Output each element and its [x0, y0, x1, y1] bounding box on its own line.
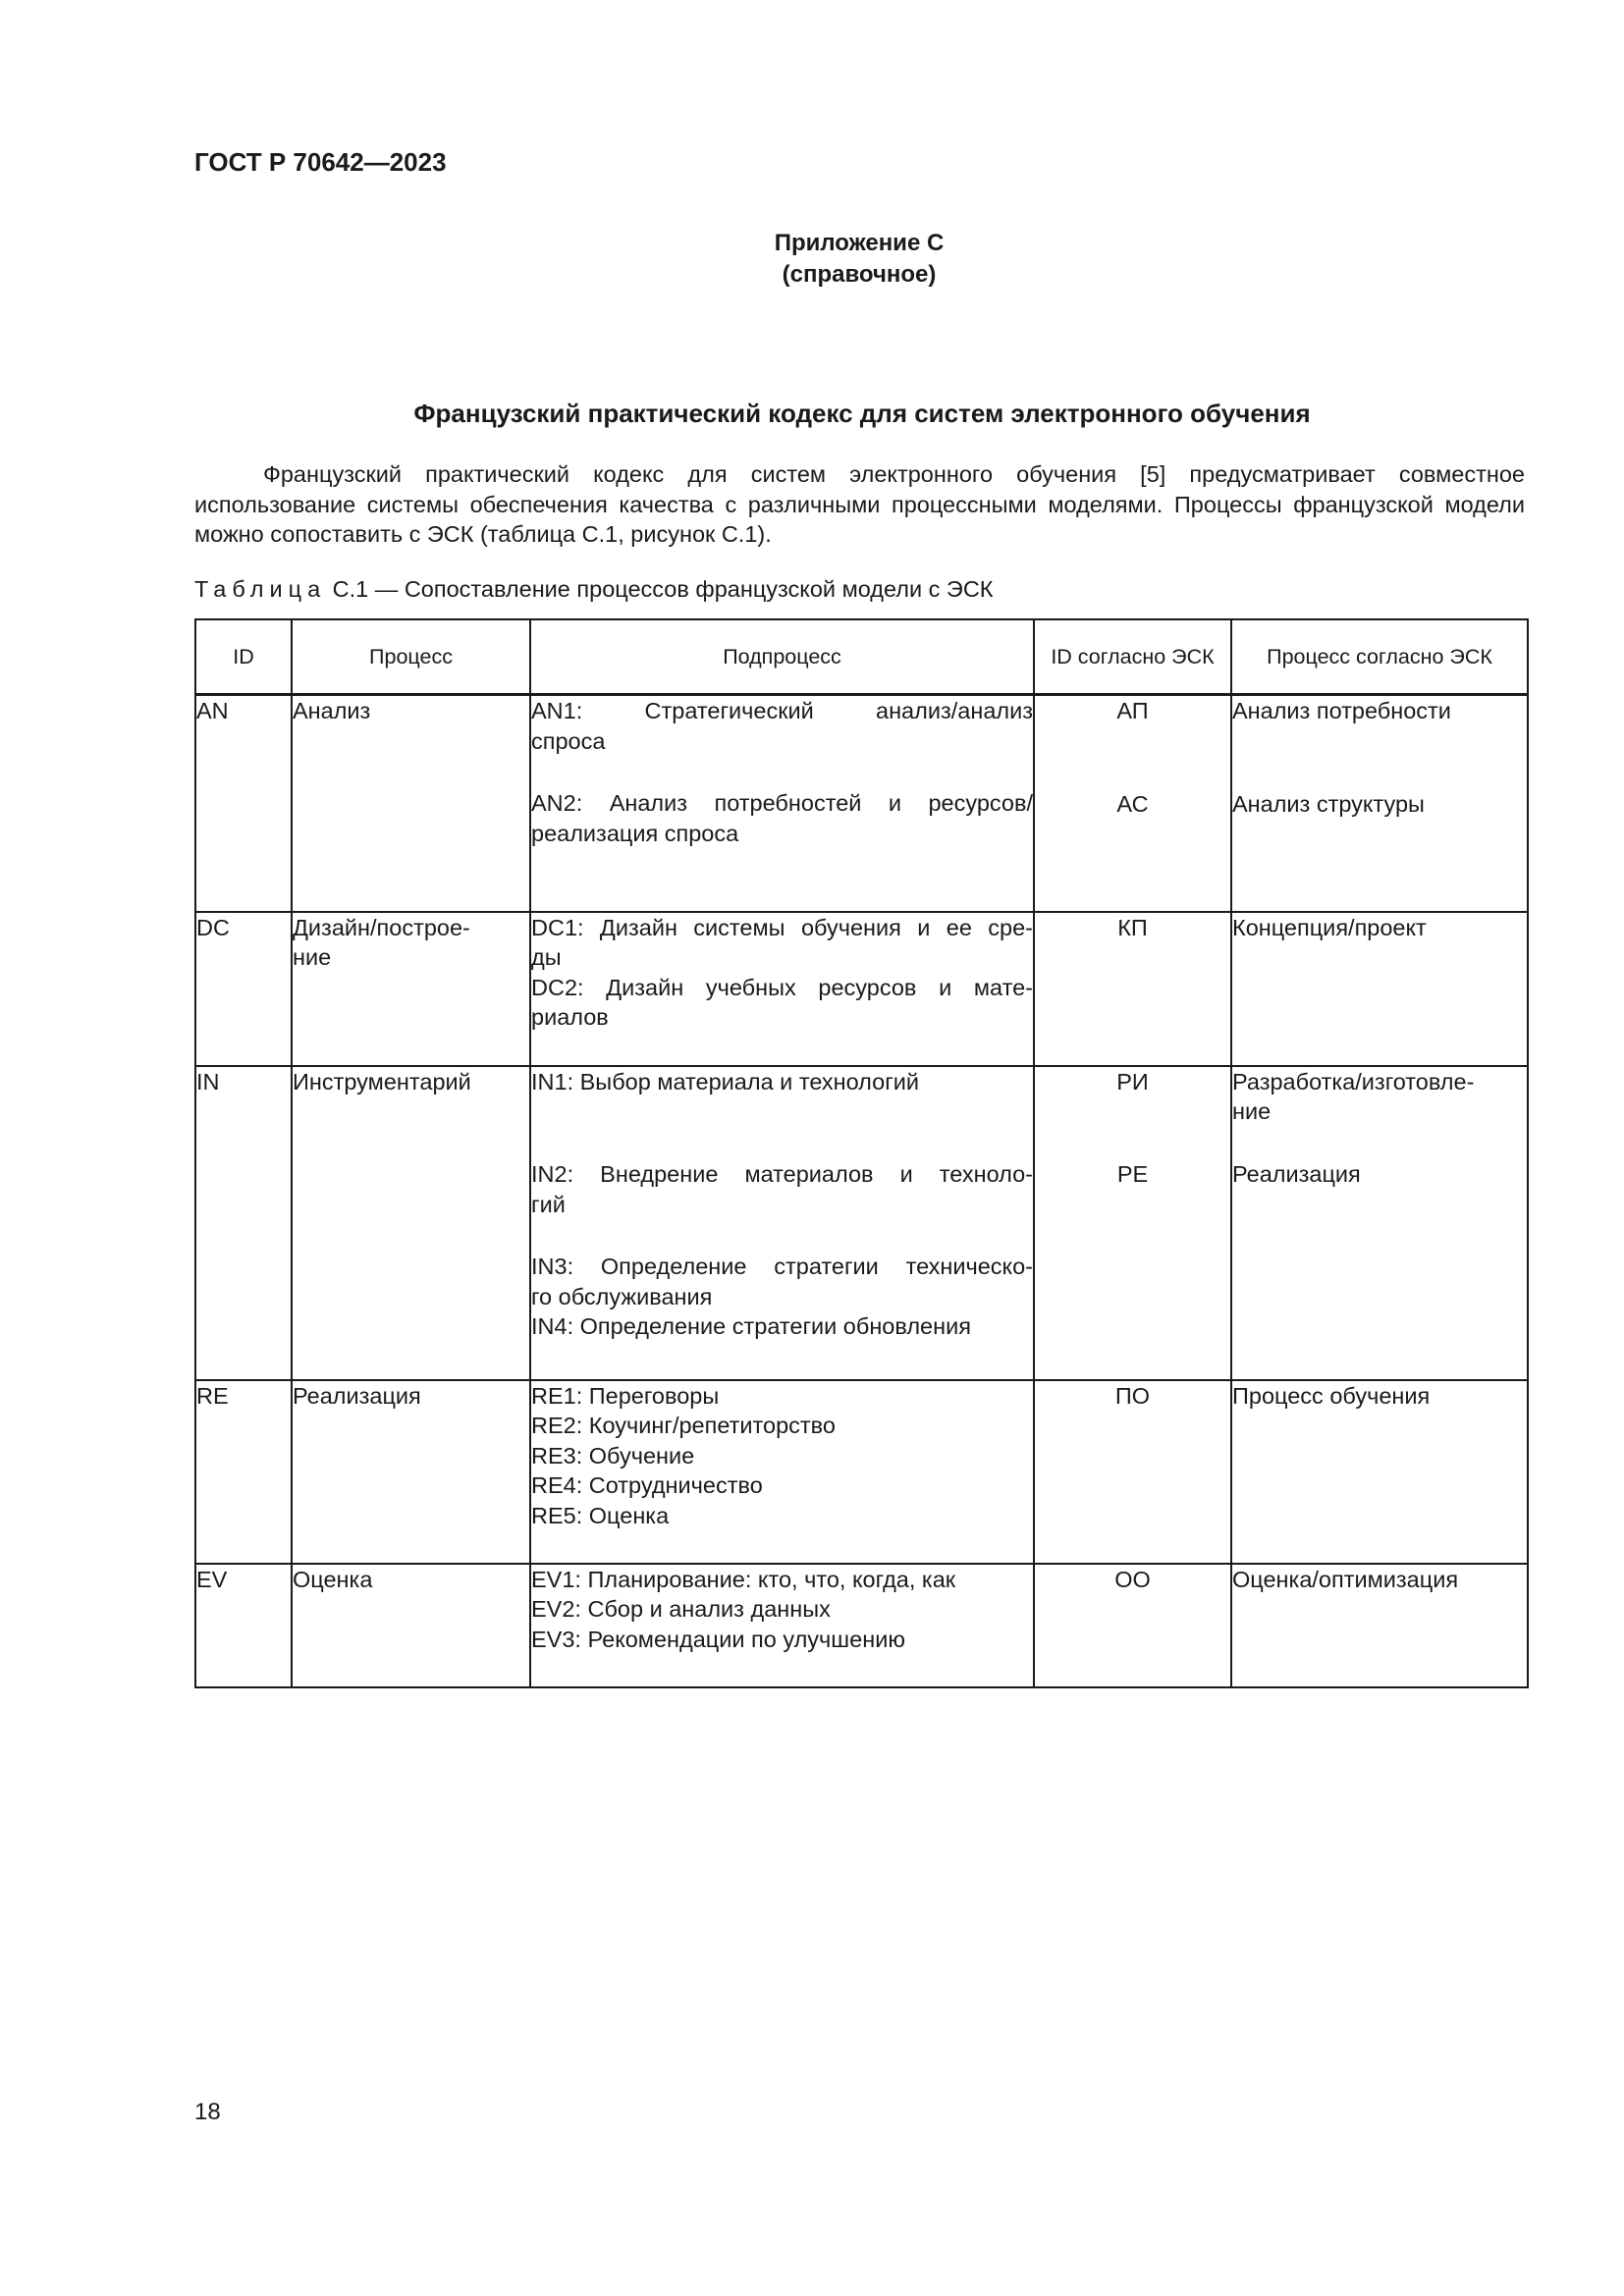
- table-row: [195, 1564, 1528, 1687]
- esk-process-line: ние: [1232, 1098, 1272, 1124]
- page-number: 18: [194, 2099, 221, 2125]
- esk-process: Анализ потребности: [1232, 698, 1451, 723]
- cell-subprocess: [530, 1066, 1034, 1380]
- subprocess-line: EV2: Сбор и анализ данных: [531, 1596, 831, 1622]
- esk-process: Анализ структуры: [1232, 790, 1425, 817]
- cell-subprocess: [530, 695, 1034, 912]
- row-id: DC: [196, 914, 230, 940]
- esk-id: АС: [1116, 790, 1149, 817]
- cell-esk-id: [1034, 1380, 1231, 1564]
- subprocess-line: IN3: Определение стратегии техническо-: [531, 1254, 1033, 1279]
- cell-esk-process: [1231, 1066, 1528, 1380]
- cell-esk-id: [1034, 1564, 1231, 1687]
- esk-id: ПО: [1114, 1382, 1151, 1409]
- subprocess-block: [531, 1159, 1033, 1219]
- subprocess-line: го обслуживания: [531, 1283, 713, 1309]
- table-header-row: [195, 619, 1528, 695]
- subprocess-line: EV1: Планирование: кто, что, когда, как: [531, 1566, 956, 1592]
- esk-id: КП: [1117, 914, 1148, 940]
- subprocess-line: RE1: Переговоры: [531, 1382, 720, 1409]
- subprocess-line: IN1: Выбор материала и технологий: [531, 1068, 920, 1095]
- cell-process: [292, 695, 530, 912]
- column-header-esk-id: ID согласно ЭСК: [1034, 619, 1231, 695]
- cell-esk-process: [1231, 1564, 1528, 1687]
- cell-esk-id: [1034, 695, 1231, 912]
- esk-id: АП: [1116, 698, 1149, 723]
- cell-process: [292, 1564, 530, 1687]
- subprocess-line: ды: [531, 944, 562, 970]
- cell-id: [195, 912, 292, 1066]
- cell-id: [195, 695, 292, 912]
- subprocess-line: RE4: Сотрудничество: [531, 1472, 763, 1498]
- subprocess-line: реализация спроса: [531, 820, 739, 846]
- subprocess-line: спроса: [531, 727, 606, 754]
- subprocess-line: гий: [531, 1191, 566, 1217]
- subprocess-line: AN2: Анализ потребностей и ресурсов/: [531, 790, 1033, 816]
- process-name-line: Дизайн/построе-: [293, 914, 470, 940]
- appendix-title: Приложение С: [774, 230, 945, 256]
- column-header-esk-process: Процесс согласно ЭСК: [1231, 619, 1528, 695]
- row-id: RE: [196, 1382, 229, 1409]
- column-header-process: Процесс: [292, 619, 530, 695]
- process-name-line: ние: [293, 944, 332, 970]
- intro-paragraph: Французский практический кодекс для систем электронного обучения [5] предусматривает совместное использование системы обеспечения качества с различными процессными моделями. Процессы французской модели можно сопоставить с ЭСК (таблица С.1, рисунок С.1).: [194, 461, 1525, 547]
- subprocess-line: AN1: Стратегический анализ/анализ: [531, 698, 1033, 723]
- esk-process: Реализация: [1232, 1160, 1361, 1187]
- subprocess-line: IN2: Внедрение материалов и техноло-: [531, 1161, 1033, 1187]
- subprocess-line: RE3: Обучение: [531, 1442, 695, 1468]
- process-name: Реализация: [293, 1382, 421, 1409]
- cell-subprocess: [530, 1380, 1034, 1564]
- process-mapping-table: [194, 618, 1529, 1688]
- cell-esk-process: [1231, 695, 1528, 912]
- section-heading: Французский практический кодекс для систем электронного обучения: [413, 399, 1311, 428]
- table-row: [195, 1380, 1528, 1564]
- cell-process: [292, 1380, 530, 1564]
- subprocess-line: риалов: [531, 1004, 609, 1030]
- esk-process: Оценка/оптимизация: [1232, 1566, 1459, 1592]
- row-id: AN: [196, 698, 229, 723]
- table-row: [195, 1066, 1528, 1380]
- esk-process: Процесс обучения: [1232, 1382, 1431, 1409]
- cell-id: [195, 1066, 292, 1380]
- column-header-subprocess: Подпроцесс: [530, 619, 1034, 695]
- subprocess-block: [531, 696, 1033, 756]
- esk-id: РИ: [1116, 1068, 1149, 1095]
- process-name: Инструментарий: [293, 1068, 471, 1095]
- esk-process-line: Разработка/изготовле-: [1232, 1068, 1475, 1095]
- subprocess-block: [531, 788, 1033, 848]
- table-row: [195, 912, 1528, 1066]
- esk-process-block: [1232, 1067, 1527, 1127]
- appendix-kind: (справочное): [782, 261, 937, 288]
- cell-esk-id: [1034, 1066, 1231, 1380]
- row-id: IN: [196, 1068, 220, 1095]
- cell-id: [195, 1380, 292, 1564]
- esk-id: ОО: [1114, 1566, 1151, 1592]
- cell-subprocess: [530, 1564, 1034, 1687]
- document-code: ГОСТ Р 70642—2023: [194, 147, 447, 177]
- table-row: [195, 695, 1528, 912]
- subprocess-block: [531, 1252, 1033, 1342]
- cell-process: [292, 912, 530, 1066]
- subprocess-line: RE5: Оценка: [531, 1502, 670, 1528]
- table-caption-prefix: Таблица: [194, 576, 327, 602]
- subprocess-block: [531, 1067, 1033, 1097]
- subprocess-line: RE2: Коучинг/репетиторство: [531, 1413, 836, 1438]
- cell-id: [195, 1564, 292, 1687]
- cell-subprocess: [530, 912, 1034, 1066]
- subprocess-line: DC1: Дизайн системы обучения и ее сре-: [531, 914, 1033, 940]
- column-header-id: ID: [195, 619, 292, 695]
- esk-id: РЕ: [1116, 1161, 1149, 1187]
- subprocess-line: EV3: Рекомендации по улучшению: [531, 1626, 905, 1652]
- table-caption-text: С.1 — Сопоставление процессов французской модели с ЭСК: [326, 576, 994, 602]
- subprocess-line: IN4: Определение стратегии обновления: [531, 1313, 971, 1339]
- cell-process: [292, 1066, 530, 1380]
- process-name: Оценка: [293, 1566, 373, 1592]
- esk-process: Концепция/проект: [1232, 914, 1427, 940]
- cell-esk-id: [1034, 912, 1231, 1066]
- cell-esk-process: [1231, 912, 1528, 1066]
- cell-esk-process: [1231, 1380, 1528, 1564]
- process-name: Анализ: [293, 698, 371, 723]
- table-caption: [194, 576, 993, 603]
- row-id: EV: [196, 1566, 228, 1592]
- subprocess-line: DC2: Дизайн учебных ресурсов и мате-: [531, 974, 1033, 1000]
